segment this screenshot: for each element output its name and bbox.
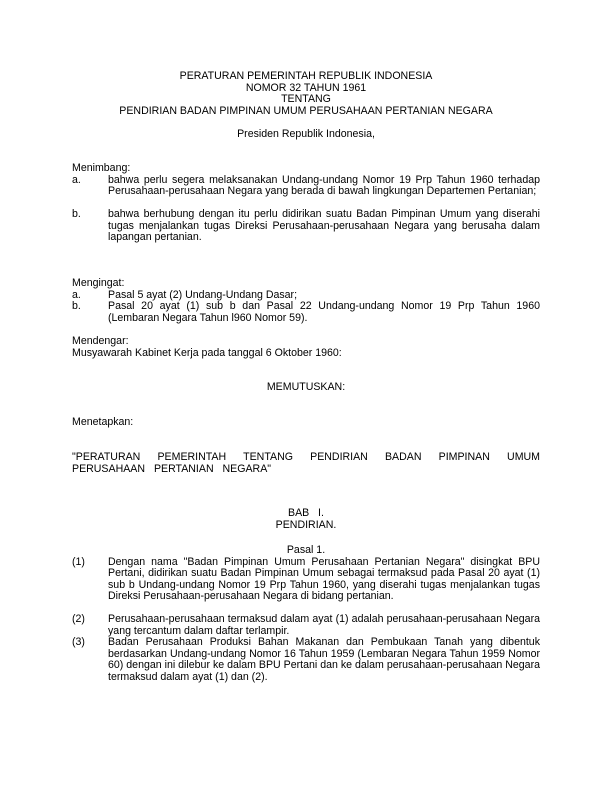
pasal-1-title: Pasal 1. xyxy=(286,544,326,556)
doc-title-line-1: PERATURAN PEMERINTAH REPUBLIK INDONESIA xyxy=(179,70,433,82)
item-marker: (2) xyxy=(72,613,85,625)
item-marker: b. xyxy=(72,208,81,220)
menetapkan-text: "PERATURAN PEMERINTAH TENTANG PENDIRIAN BADAN PIMPINAN UMUM PERUSAHAAN PERTANIAN NEGARA" xyxy=(72,451,540,475)
item-text: Perusahaan-perusahaan termaksud dalam ayat (1) adalah perusahaan-perusahaan Negara yang tercantum dalam daftar terlampir. xyxy=(108,613,540,637)
item-text: bahwa berhubung dengan itu perlu didirikan suatu Badan Pimpinan Umum yang diserahi tugas menjalankan tugas Direksi Perusahaan-perusahaan Negara yang berusaha dalam lapangan pertanian. xyxy=(108,208,540,244)
item-marker: b. xyxy=(72,300,81,312)
item-text: Dengan nama "Badan Pimpinan Umum Perusahaan Pertanian Negara" disingkat BPU Pertani, didirikan suatu Badan Pimpinan Umum sebagai termaksud pada Pasal 20 ayat (1) sub b Undang-undang Nomor 19 Prp Tahun 1960, yang diserahi tugas menjalankan tugas Direksi Perusahaan-perusahaan Negara di bidang pertanian. xyxy=(108,555,540,603)
doc-number: NOMOR 32 TAHUN 1961 xyxy=(245,81,367,94)
pasal-1-ayat-2 xyxy=(72,614,540,637)
item-text: Badan Perusahaan Produksi Bahan Makanan dan Pembukaan Tanah yang dibentuk berdasarkan Undang-undang Nomor 16 Tahun 1959 (Lembaran Negara Tahun 1959 Nomor 60) dengan ini dilebur ke dalam BPU Pertani dan ke dalam perusahaan-perusahaan Negara termaksud dalam ayat (1) dan (2). xyxy=(108,636,540,683)
menimbang-item-b xyxy=(72,209,540,244)
mengingat-label: Mengingat: xyxy=(72,277,125,289)
item-marker: (3) xyxy=(72,636,85,648)
item-text: Pasal 20 ayat (1) sub b dan Pasal 22 Undang-undang Nomor 19 Prp Tahun 1960 (Lembaran Negara Tahun l960 Nomor 59). xyxy=(108,300,540,324)
mengingat-item-b xyxy=(72,301,540,324)
item-text: Pasal 5 ayat (2) Undang-Undang Dasar; xyxy=(108,288,298,301)
bab-title: PENDIRIAN. xyxy=(275,518,337,531)
item-text: bahwa perlu segera melaksanakan Undang-undang Nomor 19 Prp Tahun 1960 terhadap Perusahaan-perusahaan Negara yang berada di bawah lingkungan Departemen Pertanian; xyxy=(108,173,540,198)
doc-tentang: TENTANG xyxy=(281,93,331,105)
pasal-1-ayat-1 xyxy=(72,557,540,603)
mendengar-text: Musyawarah Kabinet Kerja pada tanggal 6 Oktober 1960: xyxy=(72,346,342,359)
menimbang-item-a xyxy=(72,175,540,198)
bab-number: BAB I. xyxy=(288,507,324,519)
item-marker: (1) xyxy=(72,555,85,568)
mendengar-label: Mendengar: xyxy=(72,335,129,347)
memutuskan-heading: MEMUTUSKAN: xyxy=(266,381,346,393)
menetapkan-label: Menetapkan: xyxy=(72,416,134,428)
menimbang-label: Menimbang: xyxy=(72,162,131,174)
pasal-1-ayat-3 xyxy=(72,637,540,683)
president-line: Presiden Republik Indonesia, xyxy=(237,127,375,140)
doc-subject: PENDIRIAN BADAN PIMPINAN UMUM PERUSAHAAN PERTANIAN NEGARA xyxy=(119,104,493,117)
item-marker: a. xyxy=(72,173,81,186)
item-marker: a. xyxy=(72,288,81,301)
